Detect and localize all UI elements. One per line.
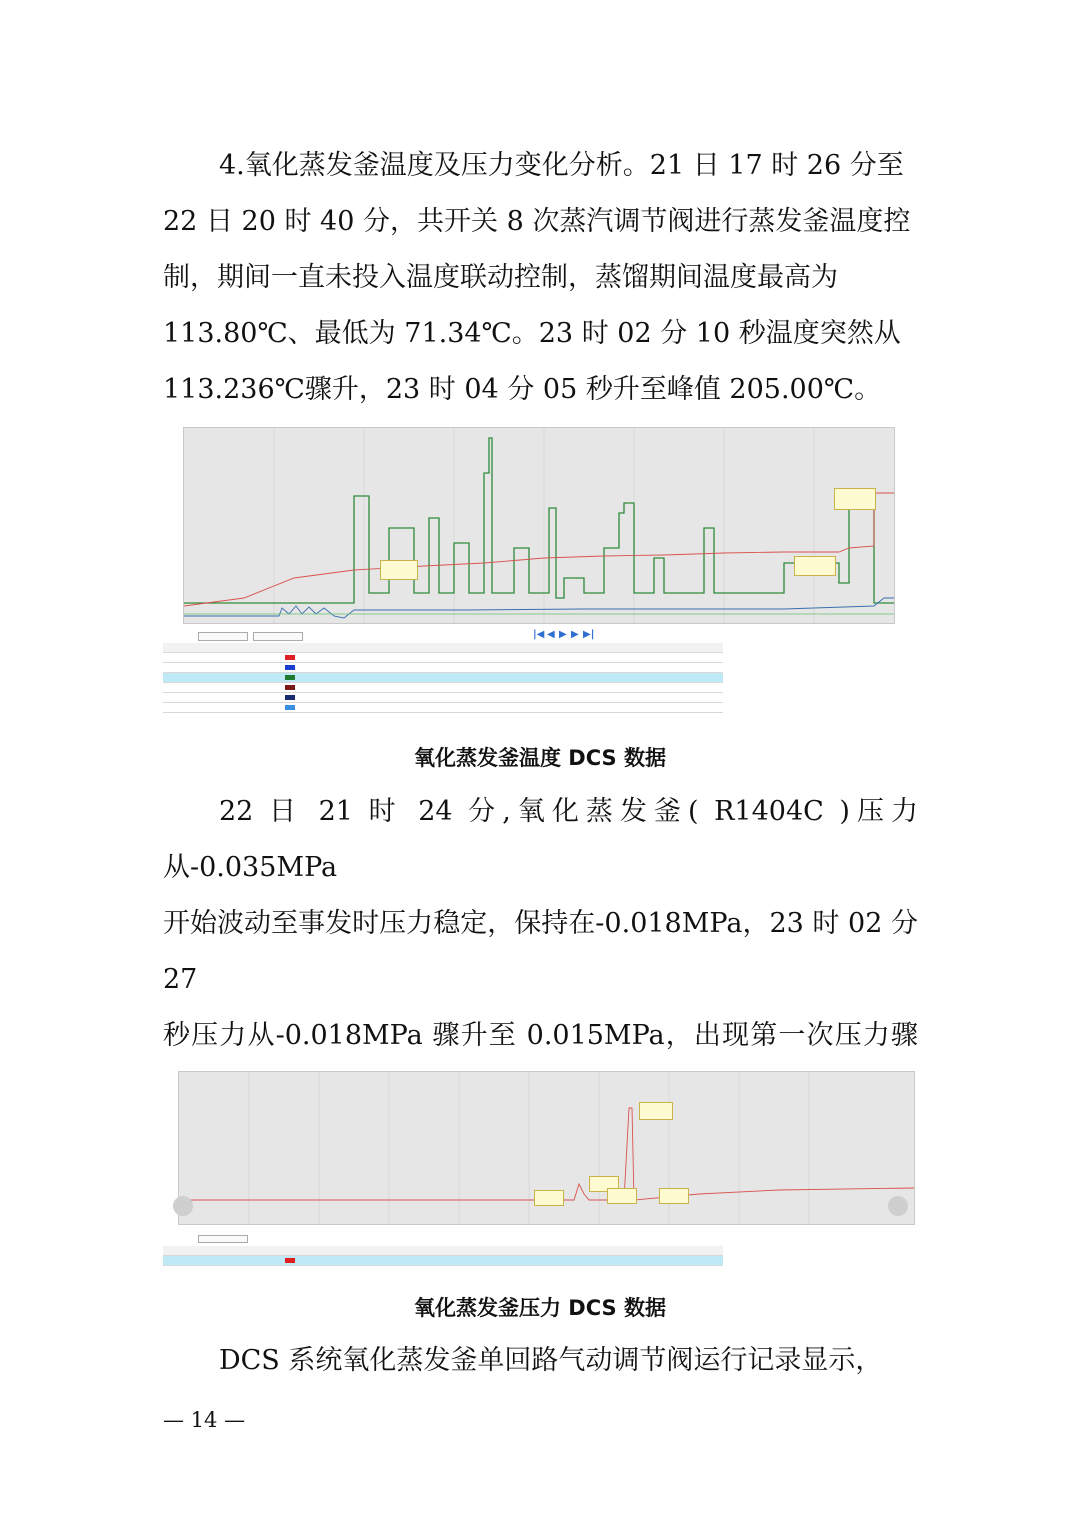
paragraph-valve-record [163,1333,918,1389]
series-color-swatch [285,695,295,700]
tooltip-after [659,1188,689,1204]
tooltip-peak-mid [794,556,836,576]
evaporator-pressure-series [179,1108,914,1200]
para2-line: 开始波动至事发时压力稳定，保持在-0.018MPa，23 时 02 分 27 [163,908,918,995]
play-icon[interactable]: ▶ [559,629,567,640]
para1-line: 制，期间一直未投入温度联动控制，蒸馏期间温度最高为 [163,262,838,293]
series-color-swatch [285,665,295,670]
page-number: — 14 — [163,1408,246,1432]
table-header-row [163,643,723,653]
table-row[interactable] [163,663,723,673]
pressure-trend-chart [178,1071,915,1225]
table-row-selected[interactable] [163,1256,723,1266]
tooltip-second-rise [639,1102,673,1120]
series-legend-table [163,1246,723,1266]
next-icon[interactable]: ▶ [571,629,579,640]
table-header-row [163,1246,723,1256]
para3-line: DCS 系统氧化蒸发釜单回路气动调节阀运行记录显示， [219,1345,883,1376]
grid-lines [249,1072,809,1224]
caption-temperature: 氧化蒸发釜温度 DCS 数据 [414,746,666,770]
tooltip-first-rise [534,1190,564,1206]
grid-lines [274,428,814,623]
para2-line: 22 日 21 时 24 分,氧化蒸发釜( R1404C )压力从-0.035MPa [163,796,918,883]
series-legend-table [163,643,723,713]
para1-line: 113.236℃骤升，23 时 04 分 05 秒升至峰值 205.00℃。 [163,374,882,405]
series-color-swatch [285,655,295,660]
para1-line: 4.氧化蒸发釜温度及压力变化分析。21 日 17 时 26 分至 [219,150,904,181]
table-row[interactable] [163,693,723,703]
start-time-field[interactable] [198,632,248,641]
caption-pressure: 氧化蒸发釜压力 DCS 数据 [414,1296,666,1320]
first-icon[interactable]: |◀ [533,629,545,640]
series-color-swatch [285,675,295,680]
para1-line: 22 日 20 时 40 分，共开关 8 次蒸汽调节阀进行蒸发釜温度控 [163,206,911,237]
tooltip-high-temperature [834,488,876,510]
scroll-right-icon[interactable] [888,1196,908,1216]
pressure-series [184,598,894,618]
last-icon[interactable]: ▶| [583,629,595,640]
table-row[interactable] [163,653,723,663]
tooltip-low-temperature [380,560,418,580]
start-time-field[interactable] [198,1235,248,1243]
time-range-toolbar [163,630,918,642]
table-row[interactable] [163,703,723,713]
steam-valve-series [184,438,894,603]
paragraph-temperature-analysis [163,138,918,418]
table-row[interactable] [163,683,723,693]
temperature-trend-chart [183,427,895,624]
table-row-selected[interactable] [163,673,723,683]
dcs-pressure-screenshot [163,1066,918,1266]
evaporator-temperature-series [184,493,894,606]
para2-line: 秒压力从-0.018MPa 骤升至 0.015MPa，出现第一次压力骤 [163,1020,918,1051]
prev-icon[interactable]: ◀ [547,629,555,640]
tooltip-drop [607,1188,637,1204]
para1-line: 113.80℃、最低为 71.34℃。23 时 02 分 10 秒温度突然从 [163,318,901,349]
series-color-swatch [285,705,295,710]
series-color-swatch [285,685,295,690]
scroll-left-icon[interactable] [173,1196,193,1216]
series-color-swatch [285,1258,295,1263]
end-time-field[interactable] [253,632,303,641]
time-range-toolbar [163,1234,918,1244]
dcs-temperature-screenshot [163,415,918,720]
temperature-trend-svg [184,428,894,623]
